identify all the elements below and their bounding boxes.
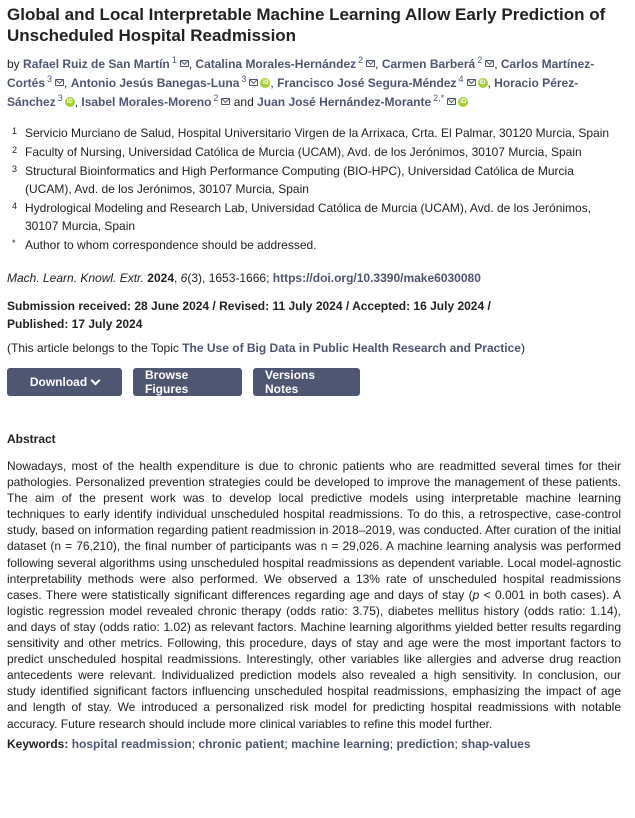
browse-figures-label: Browse Figures [145, 368, 189, 396]
author-name[interactable]: Rafael Ruiz de San Martín [23, 57, 170, 71]
abstract-part-1: Nowadays, most of the health expenditure is due to chronic patients who are readmitted several times for their pathologies. Personalized prevention strategies could be developed to improve the management of these patients. The aim of the present work was to develop local predictive models using interpretable machine learning techniques to early identify individual unscheduled hospital readmissions. To do this, a retrospective, case-control study, based on information regarding patient readmission in 2018–2019, was conducted. After curation of the initial dataset (n = 76,210), the final number of participants was n = 29,026. A machine learning analysis was performed following several algorithms using unscheduled hospital readmissions as dependent variable. Local model-agnostic interpretability methods were also performed. We observed a 13% rate of unscheduled hospital readmissions cases. There were statistically significant differences regarding age and days of stay ( [7, 459, 621, 602]
browse-figures-button[interactable] [133, 368, 242, 396]
affiliation-item [7, 124, 621, 142]
author-affiliation-sup: 1 [171, 55, 177, 65]
affiliation-number: 2 [12, 145, 18, 155]
affiliation-text: Author to whom correspondence should be addressed. [25, 238, 317, 252]
affiliation-text: Faculty of Nursing, Universidad Católica de Murcia (UCAM), Avd. de los Jerónimos, 30107 Murcia, Spain [25, 145, 582, 159]
author-name[interactable]: Antonio Jesús Banegas-Luna [70, 76, 240, 90]
author-affiliation-sup: 2 [358, 55, 364, 65]
published-date: Published: 17 July 2024 [7, 317, 143, 331]
orcid-icon[interactable]: iD [479, 79, 486, 86]
citation-issue-pages: (3), 1653-1666; [187, 271, 270, 285]
and-word: and [230, 95, 258, 109]
author-separator: , [188, 57, 196, 71]
keyword-link[interactable]: machine learning [291, 736, 390, 751]
keyword-link[interactable]: prediction [396, 736, 455, 751]
versions-notes-button[interactable] [253, 368, 360, 396]
abstract-text [7, 458, 621, 732]
affiliation-text: Hydrological Modeling and Research Lab, Universidad Católica de Murcia (UCAM), Avd. de los Jerónimos, 30107 Murcia, Spain [25, 201, 592, 233]
by-label: by [7, 57, 20, 71]
keywords [7, 735, 621, 753]
keyword-separator: ; [454, 736, 462, 751]
author-name[interactable]: Juan José Hernández-Morante [257, 95, 432, 109]
keyword-separator: ; [389, 736, 397, 751]
author-separator: , [375, 57, 382, 71]
keyword-separator: ; [284, 736, 292, 751]
mail-icon[interactable] [221, 98, 230, 105]
action-buttons [7, 368, 621, 396]
orcid-icon[interactable]: iD [66, 98, 73, 105]
affiliation-number: 1 [12, 126, 18, 136]
article-page [7, 0, 621, 753]
keywords-label: Keywords: [7, 736, 69, 751]
author-affiliation-sup: 3 [47, 74, 53, 84]
doi-link[interactable]: https://doi.org/10.3390/make6030080 [272, 271, 481, 285]
author-name[interactable]: Carlos Martínez-Cortés [7, 57, 595, 90]
author-name[interactable]: Horacio Pérez-Sánchez [7, 76, 579, 109]
author-separator: , [74, 95, 82, 109]
author-separator: , [64, 76, 71, 90]
download-label: Download [29, 375, 88, 389]
authors-container [7, 57, 594, 109]
received-dates: Submission received: 28 June 2024 / Revised: 11 July 2024 / Accepted: 16 July 2024 / [7, 299, 491, 313]
download-button[interactable] [7, 368, 122, 396]
mail-icon[interactable] [55, 79, 64, 86]
topic-prefix: (This article belongs to the Topic [7, 341, 179, 355]
topic-link[interactable]: The Use of Big Data in Public Health Research and Practice [182, 341, 521, 355]
author-affiliation-sup: 3 [57, 93, 63, 103]
author-affiliation-sup: 3 [241, 74, 247, 84]
author-list [7, 55, 621, 112]
author-separator: , [270, 76, 278, 90]
author-affiliation-sup: 4 [458, 74, 464, 84]
publication-dates [7, 297, 621, 333]
topic-suffix: ) [520, 341, 525, 355]
mail-icon[interactable] [447, 98, 456, 105]
author-name[interactable]: Isabel Morales-Moreno [81, 95, 212, 109]
keyword-link[interactable]: hospital readmission [71, 736, 192, 751]
affiliation-item [7, 199, 621, 235]
chevron-down-icon [91, 375, 101, 385]
author-separator: , [494, 57, 501, 71]
topic-note [7, 339, 621, 357]
affiliation-item [7, 162, 621, 198]
citation-volume: 6 [180, 271, 188, 285]
citation-year: 2024 [147, 271, 174, 285]
affiliation-number: 4 [12, 201, 18, 211]
mail-icon[interactable] [467, 79, 476, 86]
versions-notes-label: Versions Notes [265, 368, 316, 396]
author-affiliation-sup: 2 [477, 55, 483, 65]
affiliations [7, 124, 621, 254]
mail-icon[interactable] [180, 60, 189, 67]
mail-icon[interactable] [249, 79, 258, 86]
affiliation-number: 3 [12, 164, 18, 174]
author-name[interactable]: Catalina Morales-Hernández [195, 57, 357, 71]
keyword-link[interactable]: shap-values [461, 736, 531, 751]
abstract-heading: Abstract [7, 432, 56, 446]
keyword-link[interactable]: chronic patient [198, 736, 285, 751]
abstract-part-2: < 0.001 in both cases). A logistic regression model revealed chronic therapy (odds ratio: 3.75), diabetes mellitus history (odds ratio: 1.14), and days of stay (odds ratio: 1.02) as relevant factors. Machine learning algorithms yielded better results regarding sensitivity and other metrics. Following, this procedure, days of stay and age were the most important factors to predict unscheduled hospital readmissions. Interestingly, other variables like allergies and adverse drug reaction antecedents were relevant. Individualized prediction models also revealed a high sensitivity. In conclusion, our study identified significant factors influencing unscheduled hospital readmissions, emphasizing the impact of age and length of stay. We introduced a personalized risk model for predicting hospital readmissions with notable accuracy. Future research should include more clinical variables to refine this model further. [7, 587, 621, 731]
journal-name: Mach. Learn. Knowl. Extr. [7, 271, 144, 285]
affiliation-number: * [12, 238, 16, 248]
article-title: Global and Local Interpretable Machine Learning Allow Early Prediction of Unscheduled Hospital Readmission [7, 5, 606, 45]
abstract-p-value: p [472, 587, 480, 602]
author-affiliation-sup: 2,* [433, 93, 445, 103]
author-separator: , [487, 76, 495, 90]
mail-icon[interactable] [485, 60, 494, 67]
affiliation-item [7, 143, 621, 161]
orcid-icon[interactable]: iD [460, 98, 467, 105]
affiliation-text: Servicio Murciano de Salud, Hospital Universitario Virgen de la Arrixaca, Crta. El Palmar, 30120 Murcia, Spain [25, 126, 610, 140]
keywords-container [72, 737, 531, 751]
affiliation-item [7, 236, 621, 254]
author-affiliation-sup: 2 [213, 93, 219, 103]
author-name[interactable]: Carmen Barberá [381, 57, 476, 71]
citation: Mach. Learn. Knowl. Extr. 2024, 6(3), 1653-1666; https://doi.org/10.3390/make6030080 [7, 271, 481, 285]
affiliation-text: Structural Bioinformatics and High Performance Computing (BIO-HPC), Universidad Católica de Murcia (UCAM), Avd. de los Jerónimos, 30107 Murcia, Spain [25, 164, 574, 196]
keyword-separator: ; [191, 736, 199, 751]
author-name[interactable]: Francisco José Segura-Méndez [277, 76, 457, 90]
mail-icon[interactable] [366, 60, 375, 67]
orcid-icon[interactable]: iD [262, 79, 269, 86]
